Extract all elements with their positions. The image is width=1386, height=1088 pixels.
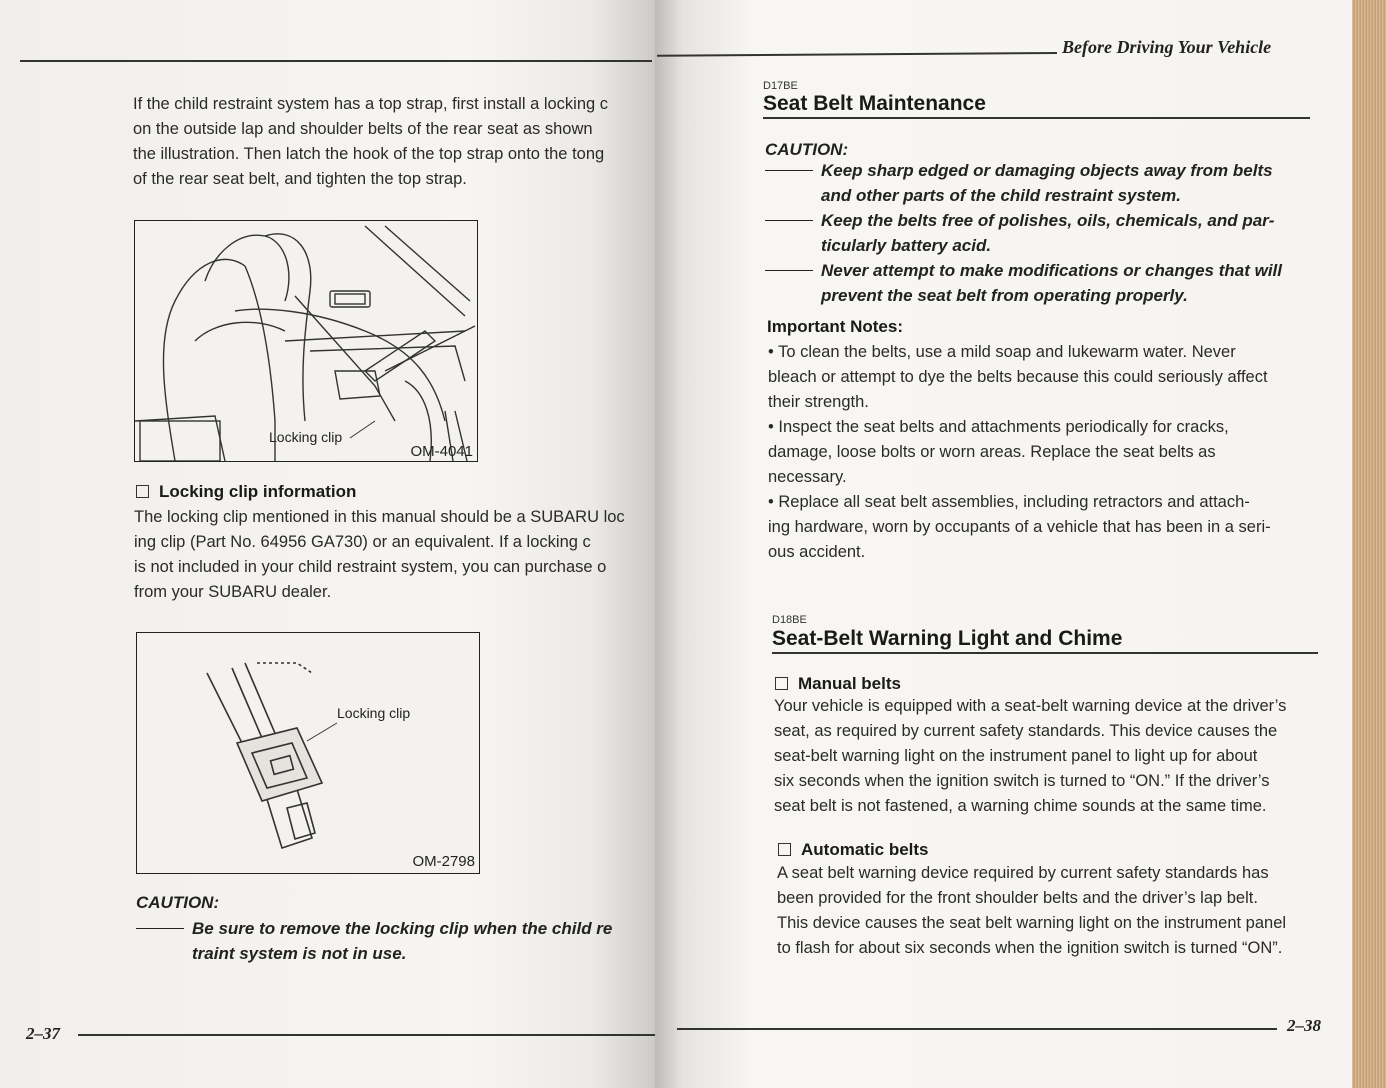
note-line: their strength. bbox=[768, 393, 869, 411]
section2-code: D18BE bbox=[772, 614, 807, 626]
footer-rule-right bbox=[677, 1028, 1277, 1030]
caution-line: and other parts of the child restraint system. bbox=[821, 186, 1181, 205]
text-line: ing clip (Part No. 64956 GA730) or an equivalent. If a locking c bbox=[134, 533, 591, 551]
note-line: necessary. bbox=[768, 468, 847, 486]
intro-paragraph bbox=[133, 92, 672, 192]
text-line: The locking clip mentioned in this manual should be a SUBARU loc bbox=[134, 508, 625, 526]
text-line: of the rear seat belt, and tighten the top strap. bbox=[133, 170, 467, 188]
text-line: is not included in your child restraint system, you can purchase o bbox=[134, 558, 607, 576]
text-line: Your vehicle is equipped with a seat-belt warning device at the driver’s bbox=[774, 697, 1287, 715]
important-notes bbox=[768, 340, 1271, 565]
text-line: seat belt is not fastened, a warning chime sounds at the same time. bbox=[774, 797, 1267, 815]
dash-rule bbox=[765, 270, 813, 271]
section2-rule bbox=[772, 652, 1318, 654]
caution-line: Keep sharp edged or damaging objects away from belts bbox=[821, 161, 1273, 180]
automatic-belts-heading: Automatic belts bbox=[778, 840, 929, 860]
book-page-edges bbox=[1352, 0, 1386, 1088]
section1-title: Seat Belt Maintenance bbox=[763, 92, 986, 115]
manual-belts-text bbox=[774, 694, 1286, 819]
text-line: from your SUBARU dealer. bbox=[134, 583, 332, 601]
figure-child-seat bbox=[134, 220, 478, 462]
page-number-right: 2–38 bbox=[1287, 1016, 1321, 1035]
figure1-label: Locking clip bbox=[269, 429, 343, 445]
section1-code: D17BE bbox=[763, 80, 798, 92]
caution-line: Keep the belts free of polishes, oils, chemicals, and par- bbox=[821, 211, 1275, 230]
caution-line: prevent the seat belt from operating properly. bbox=[821, 286, 1188, 305]
section1-rule bbox=[763, 117, 1310, 119]
note-line: ous accident. bbox=[768, 543, 866, 561]
caution-line: ticularly battery acid. bbox=[821, 236, 992, 255]
manual-belts-heading: Manual belts bbox=[775, 674, 901, 694]
note-line: • Replace all seat belt assemblies, including retractors and attach- bbox=[768, 493, 1250, 511]
automatic-belts-text bbox=[777, 861, 1286, 961]
checkbox-icon bbox=[778, 843, 791, 856]
left-caution-body bbox=[136, 916, 672, 966]
figure1-code: OM-4041 bbox=[410, 443, 473, 460]
figure-locking-clip bbox=[136, 632, 480, 874]
locking-clip-info-heading: Locking clip information bbox=[136, 482, 356, 502]
caution-line: Be sure to remove the locking clip when the child re bbox=[192, 919, 613, 938]
header-rule-right bbox=[657, 52, 1057, 57]
note-line: bleach or attempt to dye the belts because this could seriously affect bbox=[768, 368, 1268, 386]
running-header: Before Driving Your Vehicle bbox=[1062, 37, 1272, 57]
text-line: seat, as required by current safety standards. This device causes the bbox=[774, 722, 1278, 740]
caution-item bbox=[765, 158, 1282, 208]
footer-rule-left bbox=[78, 1034, 668, 1036]
page-number-left: 2–37 bbox=[26, 1024, 60, 1043]
note-line: ing hardware, worn by occupants of a vehicle that has been in a seri- bbox=[768, 518, 1271, 536]
text-line: six seconds when the ignition switch is turned to “ON.” If the driver’s bbox=[774, 772, 1270, 790]
note-line: • To clean the belts, use a mild soap and lukewarm water. Never bbox=[768, 343, 1236, 361]
dash-rule bbox=[765, 170, 813, 171]
dash-rule bbox=[765, 220, 813, 221]
header-rule-left bbox=[20, 60, 652, 62]
text-line: been provided for the front shoulder belts and the driver’s lap belt. bbox=[777, 889, 1258, 907]
section1-cautions bbox=[765, 158, 1282, 308]
note-line: damage, loose bolts or worn areas. Replace the seat belts as bbox=[768, 443, 1216, 461]
section2-title: Seat-Belt Warning Light and Chime bbox=[772, 627, 1123, 650]
child-seat-illustration bbox=[135, 221, 477, 461]
text-line: on the outside lap and shoulder belts of the rear seat as shown bbox=[133, 120, 593, 138]
left-caution-title: CAUTION: bbox=[136, 893, 220, 912]
locking-clip-info-text bbox=[134, 505, 625, 605]
caution-item bbox=[765, 258, 1282, 308]
checkbox-icon bbox=[775, 677, 788, 690]
locking-clip-illustration bbox=[137, 633, 479, 873]
text-line: to flash for about six seconds when the ignition switch is turned “ON”. bbox=[777, 939, 1283, 957]
text-line: seat-belt warning light on the instrument panel to light up for about bbox=[774, 747, 1258, 765]
important-notes-title: Important Notes: bbox=[767, 317, 903, 336]
left-page bbox=[0, 0, 672, 1088]
caution-item bbox=[765, 208, 1282, 258]
dash-rule bbox=[136, 928, 184, 929]
text-line: the illustration. Then latch the hook of the top strap onto the tong bbox=[133, 145, 605, 163]
caution-item bbox=[136, 916, 672, 966]
figure2-label: Locking clip bbox=[337, 705, 411, 721]
text-line: A seat belt warning device required by current safety standards has bbox=[777, 864, 1269, 882]
text-line: This device causes the seat belt warning light on the instrument panel bbox=[777, 914, 1287, 932]
text-line: If the child restraint system has a top strap, first install a locking c bbox=[133, 95, 609, 113]
figure2-code: OM-2798 bbox=[412, 853, 475, 870]
right-page bbox=[655, 0, 1355, 1088]
checkbox-icon bbox=[136, 485, 149, 498]
section1-caution-title: CAUTION: bbox=[765, 140, 849, 159]
caution-line: traint system is not in use. bbox=[192, 944, 407, 963]
caution-line: Never attempt to make modifications or changes that will bbox=[821, 261, 1282, 280]
note-line: • Inspect the seat belts and attachments periodically for cracks, bbox=[768, 418, 1229, 436]
